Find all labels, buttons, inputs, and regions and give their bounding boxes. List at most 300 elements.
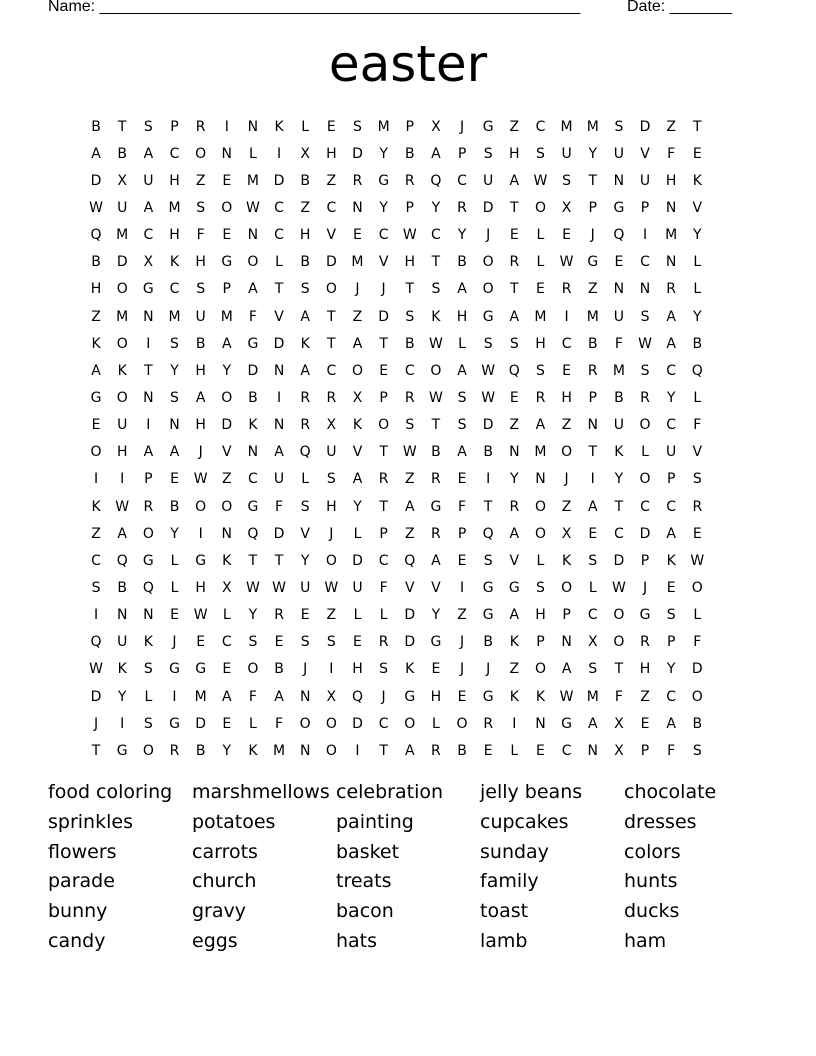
grid-letter[interactable]: M <box>534 308 547 325</box>
grid-letter[interactable]: D <box>639 525 651 542</box>
grid-letter[interactable]: V <box>378 254 389 271</box>
grid-letter[interactable]: R <box>326 389 337 406</box>
grid-letter[interactable]: D <box>352 715 363 732</box>
grid-letter[interactable]: C <box>274 227 284 244</box>
grid-letter[interactable]: K <box>509 634 519 651</box>
grid-letter[interactable]: Z <box>91 525 101 542</box>
grid-letter[interactable]: Q <box>247 525 259 542</box>
grid-letter[interactable]: X <box>614 715 624 732</box>
grid-letter[interactable]: C <box>613 525 624 542</box>
grid-letter[interactable]: M <box>246 172 259 189</box>
grid-letter[interactable]: G <box>430 498 442 515</box>
grid-letter[interactable]: P <box>588 389 597 406</box>
grid-letter[interactable]: S <box>170 389 179 406</box>
grid-letter[interactable]: A <box>169 444 180 461</box>
grid-letter[interactable]: S <box>196 281 206 298</box>
grid-letter[interactable]: H <box>195 579 206 596</box>
grid-letter[interactable]: S <box>536 362 545 379</box>
grid-letter[interactable]: J <box>303 661 308 678</box>
grid-letter[interactable]: J <box>329 525 334 542</box>
grid-letter[interactable]: E <box>509 389 519 406</box>
grid-letter[interactable]: I <box>512 715 517 732</box>
grid-letter[interactable]: S <box>143 661 153 678</box>
grid-letter[interactable]: T <box>614 498 624 515</box>
grid-letter[interactable]: R <box>587 362 598 379</box>
grid-letter[interactable]: S <box>483 335 493 352</box>
grid-letter[interactable]: Q <box>430 172 442 189</box>
grid-letter[interactable]: P <box>457 525 467 542</box>
grid-letter[interactable]: K <box>692 172 702 189</box>
grid-letter[interactable]: I <box>486 471 491 488</box>
grid-letter[interactable]: L <box>379 607 388 624</box>
grid-letter[interactable]: D <box>116 254 128 271</box>
grid-letter[interactable]: T <box>510 199 519 216</box>
grid-letter[interactable]: L <box>301 471 310 488</box>
grid-letter[interactable]: O <box>613 634 625 651</box>
grid-letter[interactable]: C <box>640 498 650 515</box>
grid-letter[interactable]: T <box>144 362 153 379</box>
grid-letter[interactable]: D <box>378 308 389 325</box>
grid-letter[interactable]: X <box>352 389 363 406</box>
grid-letter[interactable]: B <box>483 634 493 651</box>
grid-letter[interactable]: B <box>404 335 415 352</box>
grid-letter[interactable]: J <box>94 715 99 732</box>
grid-letter[interactable]: F <box>248 308 257 325</box>
grid-letter[interactable]: R <box>404 172 415 189</box>
grid-letter[interactable]: C <box>457 172 467 189</box>
grid-letter[interactable]: Q <box>142 579 154 596</box>
grid-letter[interactable]: I <box>198 525 203 542</box>
grid-letter[interactable]: K <box>274 118 284 135</box>
grid-letter[interactable]: T <box>588 444 598 461</box>
grid-letter[interactable]: Q <box>90 634 102 651</box>
grid-letter[interactable]: F <box>248 688 257 705</box>
grid-letter[interactable]: S <box>483 552 493 569</box>
grid-letter[interactable]: U <box>117 634 128 651</box>
grid-letter[interactable]: L <box>536 254 545 271</box>
grid-letter[interactable]: A <box>274 688 284 705</box>
grid-letter[interactable]: E <box>222 227 232 244</box>
grid-letter[interactable]: C <box>378 227 389 244</box>
grid-letter[interactable]: W <box>611 579 626 596</box>
grid-letter[interactable]: S <box>588 552 598 569</box>
grid-letter[interactable]: K <box>91 335 101 352</box>
grid-letter[interactable]: N <box>665 254 677 271</box>
grid-letter[interactable]: F <box>196 227 205 244</box>
grid-letter[interactable]: W <box>533 172 548 189</box>
grid-letter[interactable]: D <box>639 118 651 135</box>
grid-letter[interactable]: O <box>351 362 363 379</box>
grid-letter[interactable]: V <box>640 145 650 162</box>
grid-letter[interactable]: M <box>560 118 573 135</box>
grid-letter[interactable]: R <box>509 498 520 515</box>
grid-letter[interactable]: K <box>143 634 153 651</box>
grid-letter[interactable]: A <box>143 145 154 162</box>
grid-letter[interactable]: M <box>665 227 678 244</box>
grid-letter[interactable]: O <box>613 607 625 624</box>
grid-letter[interactable]: P <box>588 199 597 216</box>
grid-letter[interactable]: W <box>402 227 417 244</box>
grid-letter[interactable]: R <box>431 525 441 542</box>
grid-letter[interactable]: V <box>404 579 415 596</box>
grid-letter[interactable]: C <box>326 362 337 379</box>
grid-letter[interactable]: C <box>561 742 572 759</box>
grid-letter[interactable]: O <box>325 715 337 732</box>
grid-letter[interactable]: J <box>381 281 386 298</box>
grid-letter[interactable]: K <box>509 688 519 705</box>
grid-letter[interactable]: K <box>117 362 127 379</box>
grid-letter[interactable]: I <box>146 417 151 434</box>
grid-letter[interactable]: N <box>273 362 285 379</box>
grid-letter[interactable]: P <box>170 118 179 135</box>
grid-letter[interactable]: Y <box>614 471 624 488</box>
grid-letter[interactable]: U <box>483 172 494 189</box>
grid-letter[interactable]: A <box>300 308 310 325</box>
grid-letter[interactable]: T <box>614 661 624 678</box>
grid-letter[interactable]: Y <box>693 308 702 325</box>
grid-letter[interactable]: E <box>483 742 493 759</box>
grid-letter[interactable]: Z <box>221 471 232 488</box>
grid-letter[interactable]: Z <box>640 688 650 705</box>
grid-letter[interactable]: I <box>94 471 99 488</box>
grid-letter[interactable]: F <box>614 688 623 705</box>
grid-letter[interactable]: A <box>221 688 232 705</box>
grid-letter[interactable]: C <box>378 715 389 732</box>
grid-letter[interactable]: W <box>245 579 260 596</box>
grid-letter[interactable]: U <box>273 471 285 488</box>
grid-letter[interactable]: X <box>221 579 232 596</box>
grid-letter[interactable]: P <box>666 634 676 651</box>
grid-letter[interactable]: T <box>405 281 415 298</box>
grid-letter[interactable]: O <box>561 579 573 596</box>
grid-letter[interactable]: R <box>640 389 650 406</box>
grid-letter[interactable]: C <box>666 688 677 705</box>
grid-letter[interactable]: J <box>381 688 386 705</box>
grid-letter[interactable]: T <box>483 498 493 515</box>
grid-letter[interactable]: A <box>143 199 154 216</box>
grid-letter[interactable]: L <box>353 525 362 542</box>
grid-letter[interactable]: W <box>245 199 260 216</box>
grid-letter[interactable]: H <box>535 607 546 624</box>
grid-letter[interactable]: W <box>272 579 286 596</box>
grid-letter[interactable]: K <box>614 444 624 461</box>
grid-letter[interactable]: O <box>142 742 154 759</box>
grid-letter[interactable]: E <box>509 227 519 244</box>
grid-letter[interactable]: S <box>692 742 702 759</box>
grid-letter[interactable]: J <box>459 634 465 651</box>
grid-letter[interactable]: S <box>326 471 336 488</box>
grid-letter[interactable]: G <box>378 172 390 189</box>
grid-letter[interactable]: R <box>143 498 154 515</box>
grid-letter[interactable]: E <box>562 227 572 244</box>
grid-letter[interactable]: M <box>586 308 599 325</box>
grid-letter[interactable]: G <box>482 118 494 135</box>
grid-letter[interactable]: I <box>642 227 648 244</box>
grid-letter[interactable]: E <box>614 254 624 271</box>
grid-letter[interactable]: S <box>91 579 101 596</box>
grid-letter[interactable]: W <box>428 335 443 352</box>
grid-letter[interactable]: B <box>692 335 703 352</box>
grid-letter[interactable]: S <box>614 118 624 135</box>
grid-letter[interactable]: E <box>640 715 650 732</box>
grid-letter[interactable]: H <box>116 444 128 461</box>
grid-letter[interactable]: T <box>274 552 284 569</box>
grid-letter[interactable]: W <box>89 661 103 678</box>
grid-letter[interactable]: J <box>198 444 203 461</box>
grid-letter[interactable]: S <box>483 145 493 162</box>
grid-letter[interactable]: J <box>459 661 465 678</box>
grid-letter[interactable]: O <box>482 254 494 271</box>
grid-letter[interactable]: A <box>431 552 441 569</box>
grid-letter[interactable]: A <box>457 281 467 298</box>
grid-letter[interactable]: Z <box>457 607 467 624</box>
date-field[interactable]: Date: _______ <box>627 0 732 15</box>
grid-letter[interactable]: A <box>352 335 363 352</box>
grid-letter[interactable]: Z <box>509 417 520 434</box>
grid-letter[interactable]: A <box>509 308 520 325</box>
grid-letter[interactable]: C <box>248 471 258 488</box>
grid-letter[interactable]: O <box>534 661 546 678</box>
grid-letter[interactable]: B <box>248 389 258 406</box>
grid-letter[interactable]: G <box>430 634 442 651</box>
grid-letter[interactable]: B <box>483 444 493 461</box>
grid-letter[interactable]: H <box>535 335 546 352</box>
grid-letter[interactable]: Z <box>195 172 206 189</box>
grid-letter[interactable]: H <box>326 498 337 515</box>
grid-letter[interactable]: T <box>379 444 388 461</box>
grid-letter[interactable]: T <box>327 308 336 325</box>
grid-letter[interactable]: R <box>509 254 520 271</box>
grid-letter[interactable]: O <box>116 389 128 406</box>
grid-letter[interactable]: P <box>536 634 545 651</box>
grid-letter[interactable]: W <box>193 607 208 624</box>
grid-letter[interactable]: A <box>587 498 598 515</box>
grid-letter[interactable]: T <box>588 172 598 189</box>
grid-letter[interactable]: K <box>300 335 310 352</box>
grid-letter[interactable]: Y <box>170 362 179 379</box>
grid-letter[interactable]: Q <box>404 552 416 569</box>
grid-letter[interactable]: H <box>456 308 468 325</box>
grid-letter[interactable]: S <box>405 308 415 325</box>
grid-letter[interactable]: S <box>536 579 545 596</box>
grid-letter[interactable]: P <box>405 118 414 135</box>
grid-letter[interactable]: O <box>534 525 546 542</box>
grid-letter[interactable]: S <box>640 308 650 325</box>
grid-letter[interactable]: E <box>431 661 441 678</box>
grid-letter[interactable]: E <box>457 471 467 488</box>
grid-letter[interactable]: N <box>299 742 311 759</box>
grid-letter[interactable]: B <box>300 254 310 271</box>
grid-letter[interactable]: U <box>117 417 128 434</box>
grid-letter[interactable]: N <box>116 607 128 624</box>
grid-letter[interactable]: J <box>172 634 177 651</box>
grid-letter[interactable]: D <box>273 525 285 542</box>
grid-letter[interactable]: G <box>482 688 494 705</box>
grid-letter[interactable]: E <box>170 607 179 624</box>
grid-letter[interactable]: K <box>352 417 363 434</box>
grid-letter[interactable]: M <box>116 308 129 325</box>
grid-letter[interactable]: Y <box>588 145 598 162</box>
grid-letter[interactable]: O <box>456 715 468 732</box>
grid-letter[interactable]: T <box>379 335 388 352</box>
grid-letter[interactable]: N <box>613 281 625 298</box>
grid-letter[interactable]: B <box>431 444 441 461</box>
grid-letter[interactable]: I <box>276 145 282 162</box>
grid-letter[interactable]: Y <box>248 607 258 624</box>
grid-letter[interactable]: H <box>326 145 337 162</box>
grid-letter[interactable]: N <box>143 389 154 406</box>
grid-letter[interactable]: Z <box>561 498 572 515</box>
grid-letter[interactable]: O <box>325 281 337 298</box>
grid-letter[interactable]: Y <box>222 362 232 379</box>
grid-letter[interactable]: G <box>613 199 625 216</box>
grid-letter[interactable]: H <box>352 661 363 678</box>
grid-letter[interactable]: J <box>355 281 360 298</box>
grid-letter[interactable]: G <box>482 308 494 325</box>
grid-letter[interactable]: K <box>91 498 101 515</box>
grid-letter[interactable]: O <box>691 688 703 705</box>
grid-letter[interactable]: M <box>273 742 286 759</box>
grid-letter[interactable]: I <box>564 308 569 325</box>
grid-letter[interactable]: Y <box>170 525 179 542</box>
grid-letter[interactable]: S <box>666 607 676 624</box>
grid-letter[interactable]: A <box>404 742 415 759</box>
grid-letter[interactable]: H <box>195 254 206 271</box>
grid-letter[interactable]: Z <box>91 308 101 325</box>
grid-letter[interactable]: S <box>431 281 441 298</box>
grid-letter[interactable]: A <box>143 444 154 461</box>
grid-letter[interactable]: I <box>590 471 595 488</box>
grid-letter[interactable]: Q <box>508 362 520 379</box>
grid-letter[interactable]: K <box>405 661 415 678</box>
grid-letter[interactable]: M <box>220 308 233 325</box>
grid-letter[interactable]: H <box>195 417 206 434</box>
grid-letter[interactable]: D <box>691 661 703 678</box>
grid-letter[interactable]: S <box>353 118 362 135</box>
grid-letter[interactable]: K <box>117 661 127 678</box>
grid-letter[interactable]: I <box>146 335 151 352</box>
grid-letter[interactable]: W <box>638 335 652 352</box>
grid-letter[interactable]: N <box>247 227 259 244</box>
grid-letter[interactable]: D <box>613 552 625 569</box>
grid-letter[interactable]: C <box>404 362 415 379</box>
grid-letter[interactable]: Y <box>353 498 362 515</box>
grid-letter[interactable]: M <box>168 308 181 325</box>
grid-letter[interactable]: Y <box>431 199 441 216</box>
grid-letter[interactable]: U <box>195 308 206 325</box>
grid-letter[interactable]: N <box>247 444 259 461</box>
grid-letter[interactable]: E <box>222 172 232 189</box>
grid-letter[interactable]: L <box>170 552 179 569</box>
grid-letter[interactable]: S <box>300 498 310 515</box>
grid-letter[interactable]: G <box>195 661 207 678</box>
grid-letter[interactable]: C <box>221 634 232 651</box>
grid-letter[interactable]: Q <box>482 525 494 542</box>
grid-letter[interactable]: O <box>195 145 207 162</box>
grid-letter[interactable]: G <box>508 579 520 596</box>
grid-letter[interactable]: M <box>586 118 599 135</box>
grid-letter[interactable]: Z <box>509 118 520 135</box>
grid-letter[interactable]: P <box>666 471 676 488</box>
grid-letter[interactable]: M <box>194 688 207 705</box>
grid-letter[interactable]: S <box>457 389 467 406</box>
grid-letter[interactable]: B <box>457 742 467 759</box>
grid-letter[interactable]: Z <box>561 417 572 434</box>
grid-letter[interactable]: N <box>561 634 572 651</box>
grid-letter[interactable]: W <box>690 552 705 569</box>
grid-letter[interactable]: O <box>534 199 546 216</box>
grid-letter[interactable]: B <box>117 145 128 162</box>
grid-letter[interactable]: P <box>379 525 388 542</box>
grid-letter[interactable]: O <box>404 715 416 732</box>
grid-letter[interactable]: T <box>117 118 127 135</box>
grid-letter[interactable]: O <box>116 281 128 298</box>
grid-letter[interactable]: V <box>221 444 232 461</box>
grid-letter[interactable]: J <box>564 471 569 488</box>
grid-letter[interactable]: O <box>142 525 154 542</box>
grid-letter[interactable]: N <box>665 199 677 216</box>
grid-letter[interactable]: D <box>352 145 363 162</box>
grid-letter[interactable]: O <box>90 444 102 461</box>
grid-letter[interactable]: R <box>457 199 467 216</box>
grid-letter[interactable]: K <box>431 308 441 325</box>
grid-letter[interactable]: G <box>587 254 599 271</box>
grid-letter[interactable]: O <box>691 579 703 596</box>
grid-letter[interactable]: V <box>274 308 284 325</box>
grid-letter[interactable]: R <box>300 389 311 406</box>
grid-letter[interactable]: P <box>562 607 571 624</box>
grid-letter[interactable]: Z <box>326 172 337 189</box>
grid-letter[interactable]: L <box>536 552 545 569</box>
grid-letter[interactable]: O <box>534 498 546 515</box>
grid-letter[interactable]: N <box>587 417 598 434</box>
grid-letter[interactable]: H <box>404 254 416 271</box>
grid-letter[interactable]: F <box>667 742 676 759</box>
grid-letter[interactable]: S <box>196 199 206 216</box>
grid-letter[interactable]: S <box>692 471 702 488</box>
grid-letter[interactable]: R <box>431 471 441 488</box>
grid-letter[interactable]: S <box>457 417 467 434</box>
grid-letter[interactable]: Z <box>326 607 337 624</box>
grid-letter[interactable]: S <box>170 335 179 352</box>
grid-letter[interactable]: B <box>117 579 128 596</box>
grid-letter[interactable]: O <box>221 498 233 515</box>
grid-letter[interactable]: W <box>324 579 339 596</box>
grid-letter[interactable]: D <box>273 172 285 189</box>
grid-letter[interactable]: U <box>117 199 128 216</box>
grid-letter[interactable]: R <box>640 634 650 651</box>
grid-letter[interactable]: C <box>640 254 650 271</box>
grid-letter[interactable]: A <box>91 362 101 379</box>
grid-letter[interactable]: C <box>91 552 101 569</box>
grid-letter[interactable]: U <box>639 172 651 189</box>
grid-letter[interactable]: M <box>377 118 390 135</box>
grid-letter[interactable]: C <box>535 118 546 135</box>
grid-letter[interactable]: E <box>170 471 179 488</box>
grid-letter[interactable]: O <box>639 471 651 488</box>
grid-letter[interactable]: R <box>666 281 677 298</box>
grid-letter[interactable]: K <box>248 742 258 759</box>
grid-letter[interactable]: M <box>168 199 181 216</box>
grid-letter[interactable]: C <box>666 417 677 434</box>
grid-letter[interactable]: A <box>221 335 232 352</box>
grid-letter[interactable]: M <box>534 444 547 461</box>
grid-letter[interactable]: O <box>325 552 337 569</box>
grid-letter[interactable]: I <box>224 118 229 135</box>
grid-letter[interactable]: F <box>379 579 388 596</box>
grid-letter[interactable]: R <box>431 742 441 759</box>
grid-letter[interactable]: H <box>169 172 180 189</box>
